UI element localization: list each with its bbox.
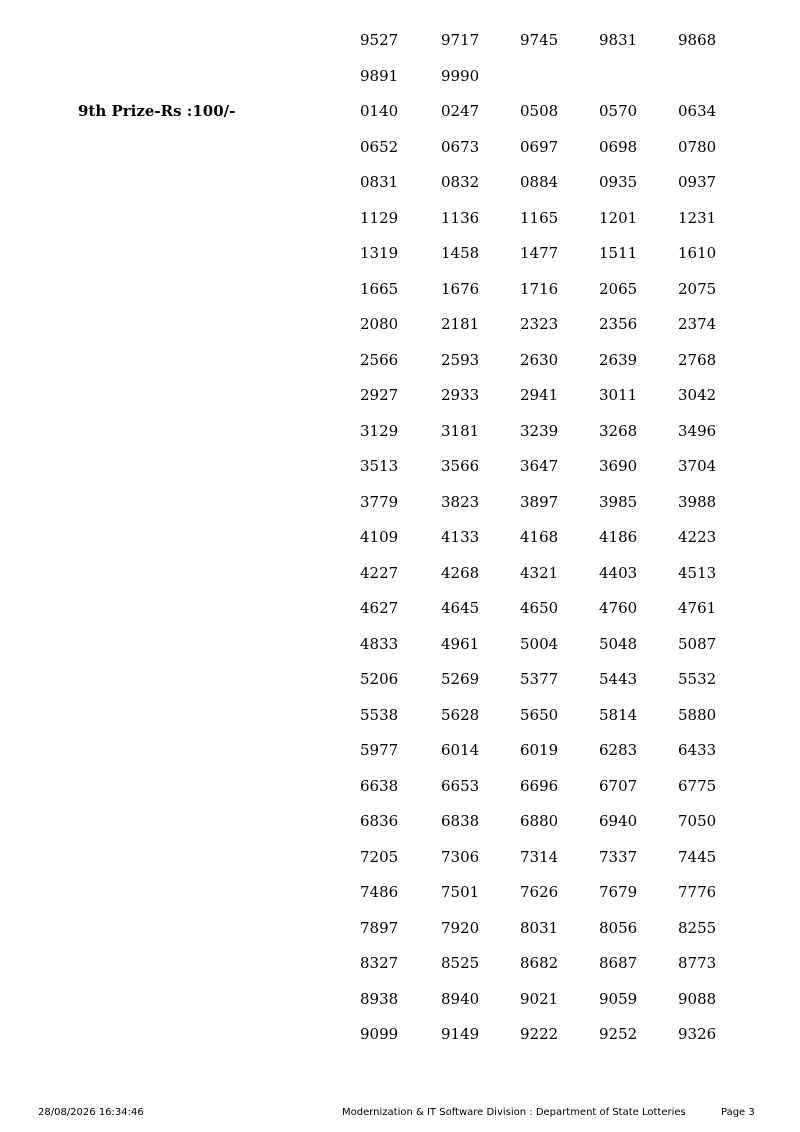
ticket-number: 7306 xyxy=(441,847,480,866)
number-row xyxy=(360,279,740,315)
ticket-number: 9868 xyxy=(678,31,717,49)
ticket-number: 8687 xyxy=(599,954,638,972)
ticket-number: 4227 xyxy=(360,563,399,582)
ticket-number: 4761 xyxy=(678,599,717,617)
ticket-number: 5977 xyxy=(360,741,399,759)
ticket-number: 5628 xyxy=(441,705,480,724)
ticket-number: 7897 xyxy=(360,918,399,937)
ticket-number: 8255 xyxy=(678,918,717,937)
ticket-number: 8031 xyxy=(520,918,559,937)
ticket-number: 0247 xyxy=(441,102,480,120)
ticket-number: 4650 xyxy=(520,599,559,617)
ticket-number: 6940 xyxy=(599,812,638,830)
ticket-number: 7626 xyxy=(520,883,559,901)
ticket-number: 8327 xyxy=(360,954,399,972)
ticket-number: 0570 xyxy=(599,102,638,120)
ticket-number: 2374 xyxy=(678,315,717,333)
winning-numbers-grid xyxy=(360,30,740,1060)
ticket-number: 4321 xyxy=(520,563,559,582)
ticket-number: 7776 xyxy=(678,883,717,901)
ticket-number: 1511 xyxy=(599,244,638,262)
ticket-number: 1129 xyxy=(360,208,399,227)
number-row xyxy=(360,1024,740,1060)
ticket-number: 2927 xyxy=(360,386,399,404)
ticket-number: 9021 xyxy=(520,989,559,1008)
ticket-number: 8938 xyxy=(360,989,399,1008)
ticket-number: 4833 xyxy=(360,634,399,653)
ticket-number: 1165 xyxy=(520,208,559,227)
ticket-number: 7679 xyxy=(599,883,638,901)
ticket-number: 7205 xyxy=(360,847,399,866)
number-row xyxy=(360,563,740,599)
number-row xyxy=(360,421,740,457)
ticket-number: 6836 xyxy=(360,812,399,830)
number-row xyxy=(360,30,740,66)
number-row xyxy=(360,705,740,741)
ticket-number: 0780 xyxy=(678,137,717,156)
ticket-number: 1610 xyxy=(678,244,717,262)
number-row xyxy=(360,137,740,173)
ticket-number: 6838 xyxy=(441,812,480,830)
ticket-number: 1201 xyxy=(599,208,638,227)
ticket-number: 5004 xyxy=(520,634,559,653)
ticket-number: 0884 xyxy=(520,173,559,191)
ticket-number: 1716 xyxy=(520,279,559,298)
ticket-number: 2356 xyxy=(599,315,638,333)
ticket-number: 7486 xyxy=(360,883,399,901)
ticket-number: 4109 xyxy=(360,528,399,546)
ticket-number: 0832 xyxy=(441,173,480,191)
ticket-number: 3779 xyxy=(360,492,399,511)
number-row xyxy=(360,811,740,847)
ticket-number: 8056 xyxy=(599,918,638,937)
ticket-number: 5269 xyxy=(441,670,480,688)
ticket-number: 9149 xyxy=(441,1025,480,1043)
ticket-number: 2080 xyxy=(360,315,399,333)
ticket-number: 9088 xyxy=(678,989,717,1008)
ticket-number: 2323 xyxy=(520,315,559,333)
ticket-number: 9326 xyxy=(678,1025,717,1043)
ticket-number: 2075 xyxy=(678,279,717,298)
ticket-number: 6707 xyxy=(599,776,638,795)
ticket-number: 2639 xyxy=(599,350,638,369)
number-row xyxy=(360,669,740,705)
number-row xyxy=(360,172,740,208)
ticket-number: 3988 xyxy=(678,492,717,511)
number-row xyxy=(360,492,740,528)
ticket-number: 4513 xyxy=(678,563,717,582)
number-row xyxy=(360,314,740,350)
ticket-number: 2933 xyxy=(441,386,480,404)
ticket-number: 5206 xyxy=(360,670,399,688)
ticket-number: 2065 xyxy=(599,279,638,298)
ticket-number: 2768 xyxy=(678,350,717,369)
prize-label: 9th Prize-Rs :100/- xyxy=(78,102,236,120)
ticket-number: 3181 xyxy=(441,421,480,440)
ticket-number: 7314 xyxy=(520,847,559,866)
ticket-number: 3042 xyxy=(678,386,717,404)
ticket-number: 5048 xyxy=(599,634,638,653)
ticket-number: 4403 xyxy=(599,563,638,582)
ticket-number: 0935 xyxy=(599,173,638,191)
ticket-number: 9990 xyxy=(441,66,480,85)
number-row xyxy=(360,953,740,989)
ticket-number: 9831 xyxy=(599,31,638,49)
ticket-number: 5532 xyxy=(678,670,717,688)
ticket-number: 8525 xyxy=(441,954,480,972)
ticket-number: 0697 xyxy=(520,137,559,156)
ticket-number: 6653 xyxy=(441,776,480,795)
ticket-number: 3690 xyxy=(599,457,638,475)
ticket-number: 4760 xyxy=(599,599,638,617)
ticket-number: 9059 xyxy=(599,989,638,1008)
number-row xyxy=(360,66,740,102)
ticket-number: 3704 xyxy=(678,457,717,475)
ticket-number: 1676 xyxy=(441,279,480,298)
ticket-number: 2181 xyxy=(441,315,480,333)
number-row xyxy=(360,634,740,670)
number-row xyxy=(360,989,740,1025)
footer-page-number: Page 3 xyxy=(721,1107,755,1118)
number-row xyxy=(360,385,740,421)
ticket-number: 5538 xyxy=(360,705,399,724)
ticket-number: 7337 xyxy=(599,847,638,866)
ticket-number: 5377 xyxy=(520,670,559,688)
number-row xyxy=(360,918,740,954)
ticket-number: 0831 xyxy=(360,173,399,191)
ticket-number: 8940 xyxy=(441,989,480,1008)
ticket-number: 9222 xyxy=(520,1025,559,1043)
ticket-number: 1136 xyxy=(441,208,480,227)
ticket-number: 4223 xyxy=(678,528,717,546)
ticket-number: 3011 xyxy=(599,386,638,404)
ticket-number: 0508 xyxy=(520,102,559,120)
ticket-number: 3647 xyxy=(520,457,559,475)
ticket-number: 3268 xyxy=(599,421,638,440)
ticket-number: 3129 xyxy=(360,421,399,440)
ticket-number: 3239 xyxy=(520,421,559,440)
ticket-number: 6433 xyxy=(678,741,717,759)
ticket-number: 1231 xyxy=(678,208,717,227)
ticket-number: 5087 xyxy=(678,634,717,653)
ticket-number: 9891 xyxy=(360,66,399,85)
ticket-number: 3496 xyxy=(678,421,717,440)
ticket-number: 6019 xyxy=(520,741,559,759)
ticket-number: 8773 xyxy=(678,954,717,972)
ticket-number: 3566 xyxy=(441,457,480,475)
ticket-number: 3823 xyxy=(441,492,480,511)
ticket-number: 6775 xyxy=(678,776,717,795)
ticket-number: 1477 xyxy=(520,244,559,262)
ticket-number: 0698 xyxy=(599,137,638,156)
ticket-number: 4168 xyxy=(520,528,559,546)
ticket-number: 8682 xyxy=(520,954,559,972)
number-row xyxy=(360,882,740,918)
ticket-number: 9252 xyxy=(599,1025,638,1043)
ticket-number: 6638 xyxy=(360,776,399,795)
ticket-number: 0937 xyxy=(678,173,717,191)
footer-timestamp: 28/08/2026 16:34:46 xyxy=(38,1107,144,1118)
ticket-number: 2593 xyxy=(441,350,480,369)
ticket-number: 0673 xyxy=(441,137,480,156)
ticket-number: 5443 xyxy=(599,670,638,688)
ticket-number: 6880 xyxy=(520,812,559,830)
ticket-number: 2630 xyxy=(520,350,559,369)
ticket-number: 9717 xyxy=(441,31,480,49)
number-row xyxy=(360,456,740,492)
ticket-number: 3985 xyxy=(599,492,638,511)
number-row xyxy=(360,101,740,137)
ticket-number: 4645 xyxy=(441,599,480,617)
ticket-number: 3513 xyxy=(360,457,399,475)
footer-organization: Modernization & IT Software Division : Department of State Lotteries xyxy=(342,1107,686,1118)
ticket-number: 4627 xyxy=(360,599,399,617)
number-row xyxy=(360,740,740,776)
ticket-number: 3897 xyxy=(520,492,559,511)
number-row xyxy=(360,208,740,244)
ticket-number: 9745 xyxy=(520,31,559,49)
ticket-number: 7445 xyxy=(678,847,717,866)
ticket-number: 0652 xyxy=(360,137,399,156)
ticket-number: 7050 xyxy=(678,812,717,830)
number-row xyxy=(360,243,740,279)
number-row xyxy=(360,527,740,563)
ticket-number: 7501 xyxy=(441,883,480,901)
number-row xyxy=(360,598,740,634)
ticket-number: 5880 xyxy=(678,705,717,724)
ticket-number: 2566 xyxy=(360,350,399,369)
ticket-number: 1458 xyxy=(441,244,480,262)
number-row xyxy=(360,776,740,812)
ticket-number: 1665 xyxy=(360,279,399,298)
ticket-number: 5650 xyxy=(520,705,559,724)
ticket-number: 0634 xyxy=(678,102,717,120)
ticket-number: 6283 xyxy=(599,741,638,759)
number-row xyxy=(360,350,740,386)
ticket-number: 2941 xyxy=(520,386,559,404)
ticket-number: 0140 xyxy=(360,102,399,120)
ticket-number: 4268 xyxy=(441,563,480,582)
ticket-number: 4961 xyxy=(441,634,480,653)
ticket-number: 4186 xyxy=(599,528,638,546)
ticket-number: 6696 xyxy=(520,776,559,795)
ticket-number: 9527 xyxy=(360,31,399,49)
ticket-number: 9099 xyxy=(360,1025,399,1043)
ticket-number: 7920 xyxy=(441,918,480,937)
ticket-number: 5814 xyxy=(599,705,638,724)
ticket-number: 1319 xyxy=(360,244,399,262)
number-row xyxy=(360,847,740,883)
ticket-number: 6014 xyxy=(441,741,480,759)
ticket-number: 4133 xyxy=(441,528,480,546)
